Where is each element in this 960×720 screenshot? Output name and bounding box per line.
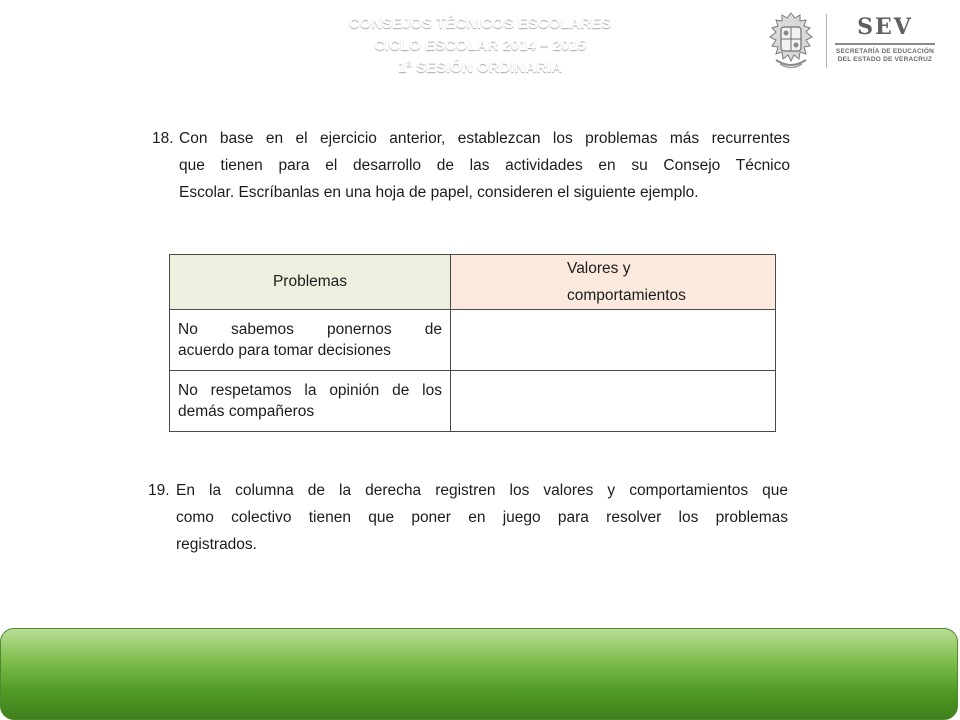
instruction-18-line: Escolar. Escríbanlas en una hoja de papel, consideren el siguiente ejemplo. — [179, 184, 699, 201]
instruction-19-line: registrados. — [176, 536, 257, 553]
instruction-19-line: como colectivo tienen que poner en juego para resolver los problemas — [176, 509, 788, 526]
sev-subtitle-2: DEL ESTADO DE VERACRUZ — [837, 56, 933, 63]
problem-line: demás compañeros — [178, 403, 315, 420]
instruction-18 — [152, 125, 790, 206]
sev-mark: SEV — [857, 14, 913, 40]
table-row — [170, 310, 776, 371]
example-table — [169, 254, 776, 432]
footer-text — [0, 13, 960, 79]
problem-line: No respetamos la opinión de los — [178, 382, 442, 399]
problem-line: acuerdo para tomar decisiones — [178, 342, 391, 359]
problem-line: No sabemos ponernos de — [178, 321, 442, 338]
footer-line-1: CONSEJOS TÉCNICOS ESCOLARES — [348, 15, 612, 32]
instruction-19-line: En la columna de la derecha registren los valores y comportamientos que — [176, 482, 788, 499]
instruction-19-number: 19. — [148, 482, 170, 499]
footer-line-2: CICLO ESCOLAR 2014 – 2015 — [374, 37, 586, 54]
instruction-18-number: 18. — [152, 130, 174, 147]
instruction-18-line: que tienen para el desarrollo de las actividades en su Consejo Técnico — [179, 157, 790, 174]
header-values-line1: Valores y — [567, 260, 631, 277]
footer-banner — [0, 628, 958, 720]
values-cell — [451, 310, 776, 371]
instruction-18-line: Con base en el ejercicio anterior, establezcan los problemas más recurrentes — [179, 130, 790, 147]
instruction-19 — [148, 477, 788, 558]
table-header-row — [170, 255, 776, 310]
header-values — [451, 255, 776, 310]
header-problems: Problemas — [170, 255, 451, 310]
table-row — [170, 371, 776, 432]
problem-cell — [170, 371, 451, 432]
values-cell — [451, 371, 776, 432]
problem-cell — [170, 310, 451, 371]
sev-subtitle-1: SECRETARÍA DE EDUCACIÓN — [835, 48, 935, 55]
header-values-line2: comportamientos — [567, 287, 686, 304]
footer-line-3: 1ª SESIÓN ORDINARIA — [398, 59, 562, 76]
